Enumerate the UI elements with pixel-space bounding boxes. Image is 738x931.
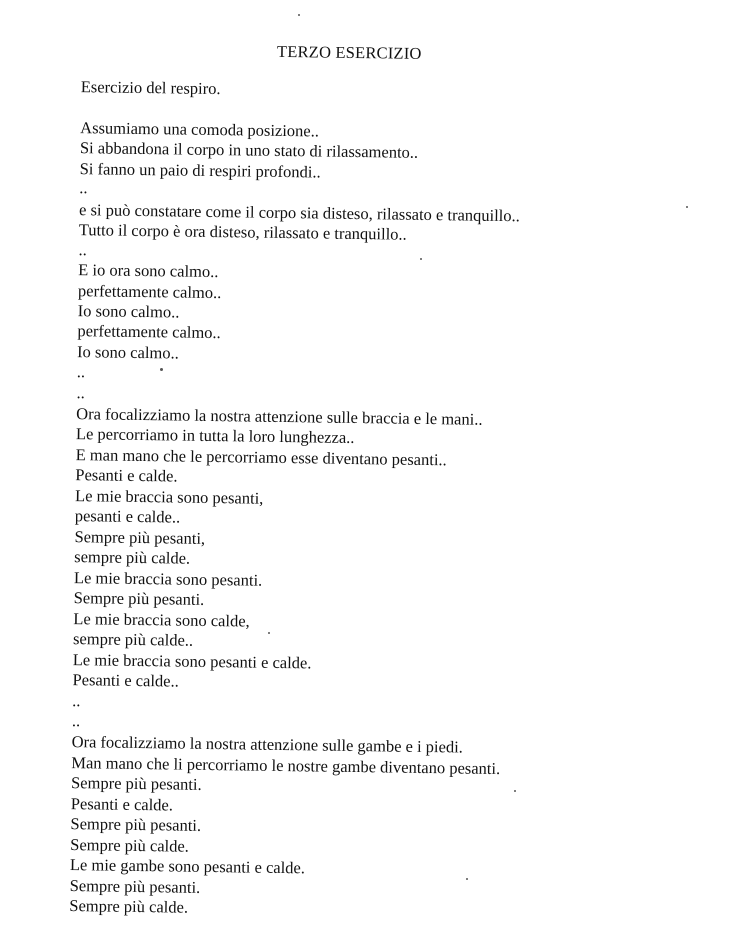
text-line: pesanti e calde.. [74, 506, 181, 527]
text-line: .. [76, 383, 85, 403]
text-line: Ora focalizziamo la nostra attenzione sulle gambe e i piedi. [71, 732, 464, 757]
text-line: Sempre più pesanti, [74, 527, 206, 548]
text-line: Le mie braccia sono calde, [73, 609, 250, 631]
text-line: Io sono calmo.. [77, 301, 180, 322]
text-line: Le mie gambe sono pesanti e calde. [69, 855, 306, 878]
scan-speck [298, 14, 300, 16]
text-line: Pesanti e calde. [70, 794, 174, 815]
text-line: Ora focalizziamo la nostra attenzione sulle braccia e le mani.. [76, 404, 483, 429]
text-line: Tutto il corpo è ora disteso, rilassato e tranquillo.. [78, 220, 407, 244]
text-line: Si abbandona il corpo in uno stato di rilassamento.. [79, 138, 419, 162]
text-line: Sempre più pesanti. [69, 876, 201, 897]
text-line: Sempre più pesanti. [73, 588, 205, 609]
scan-speck [466, 878, 468, 880]
text-line: perfettamente calmo.. [77, 321, 221, 343]
document-title: TERZO ESERCIZIO [276, 41, 422, 63]
text-line: Le mie braccia sono pesanti. [73, 568, 263, 590]
text-line: .. [72, 691, 81, 711]
text-line: e si può constatare come il corpo sia disteso, rilassato e tranquillo.. [78, 200, 520, 226]
text-line: Assumiamo una comoda posizione.. [80, 118, 320, 141]
scan-speck [160, 368, 163, 371]
text-line: Esercizio del respiro. [80, 77, 221, 99]
text-line: .. [71, 711, 81, 731]
text-line: perfettamente calmo.. [77, 281, 222, 303]
text-line: Le percorriamo in tutta la loro lunghezza.. [75, 424, 355, 447]
scan-speck [420, 258, 422, 260]
text-line: Le mie braccia sono pesanti, [74, 486, 264, 508]
text-line: Sempre più pesanti. [70, 814, 202, 835]
text-line: Sempre più pesanti. [70, 773, 202, 794]
text-line: E man mano che le percorriamo esse diventano pesanti.. [75, 445, 447, 470]
scan-speck [514, 790, 516, 792]
text-line: .. [78, 240, 87, 260]
text-line: sempre più calde. [74, 547, 191, 568]
text-line: Pesanti e calde.. [72, 670, 179, 691]
text-line: .. [79, 178, 88, 198]
text-line: Sempre più calde. [69, 896, 189, 917]
scan-speck [268, 632, 270, 634]
text-line: .. [76, 362, 86, 382]
text-line: Io sono calmo.. [76, 342, 179, 363]
text-line: E io ora sono calmo.. [78, 260, 219, 282]
text-line: Sempre più calde. [70, 835, 190, 856]
text-line: Le mie braccia sono pesanti e calde. [72, 650, 312, 673]
text-line: Man mano che li percorriamo le nostre gambe diventano pesanti. [71, 753, 501, 779]
scan-speck [686, 206, 688, 208]
text-line: sempre più calde.. [72, 629, 194, 650]
text-line: Pesanti e calde. [75, 465, 178, 486]
text-line: Si fanno un paio di respiri profondi.. [79, 159, 321, 182]
